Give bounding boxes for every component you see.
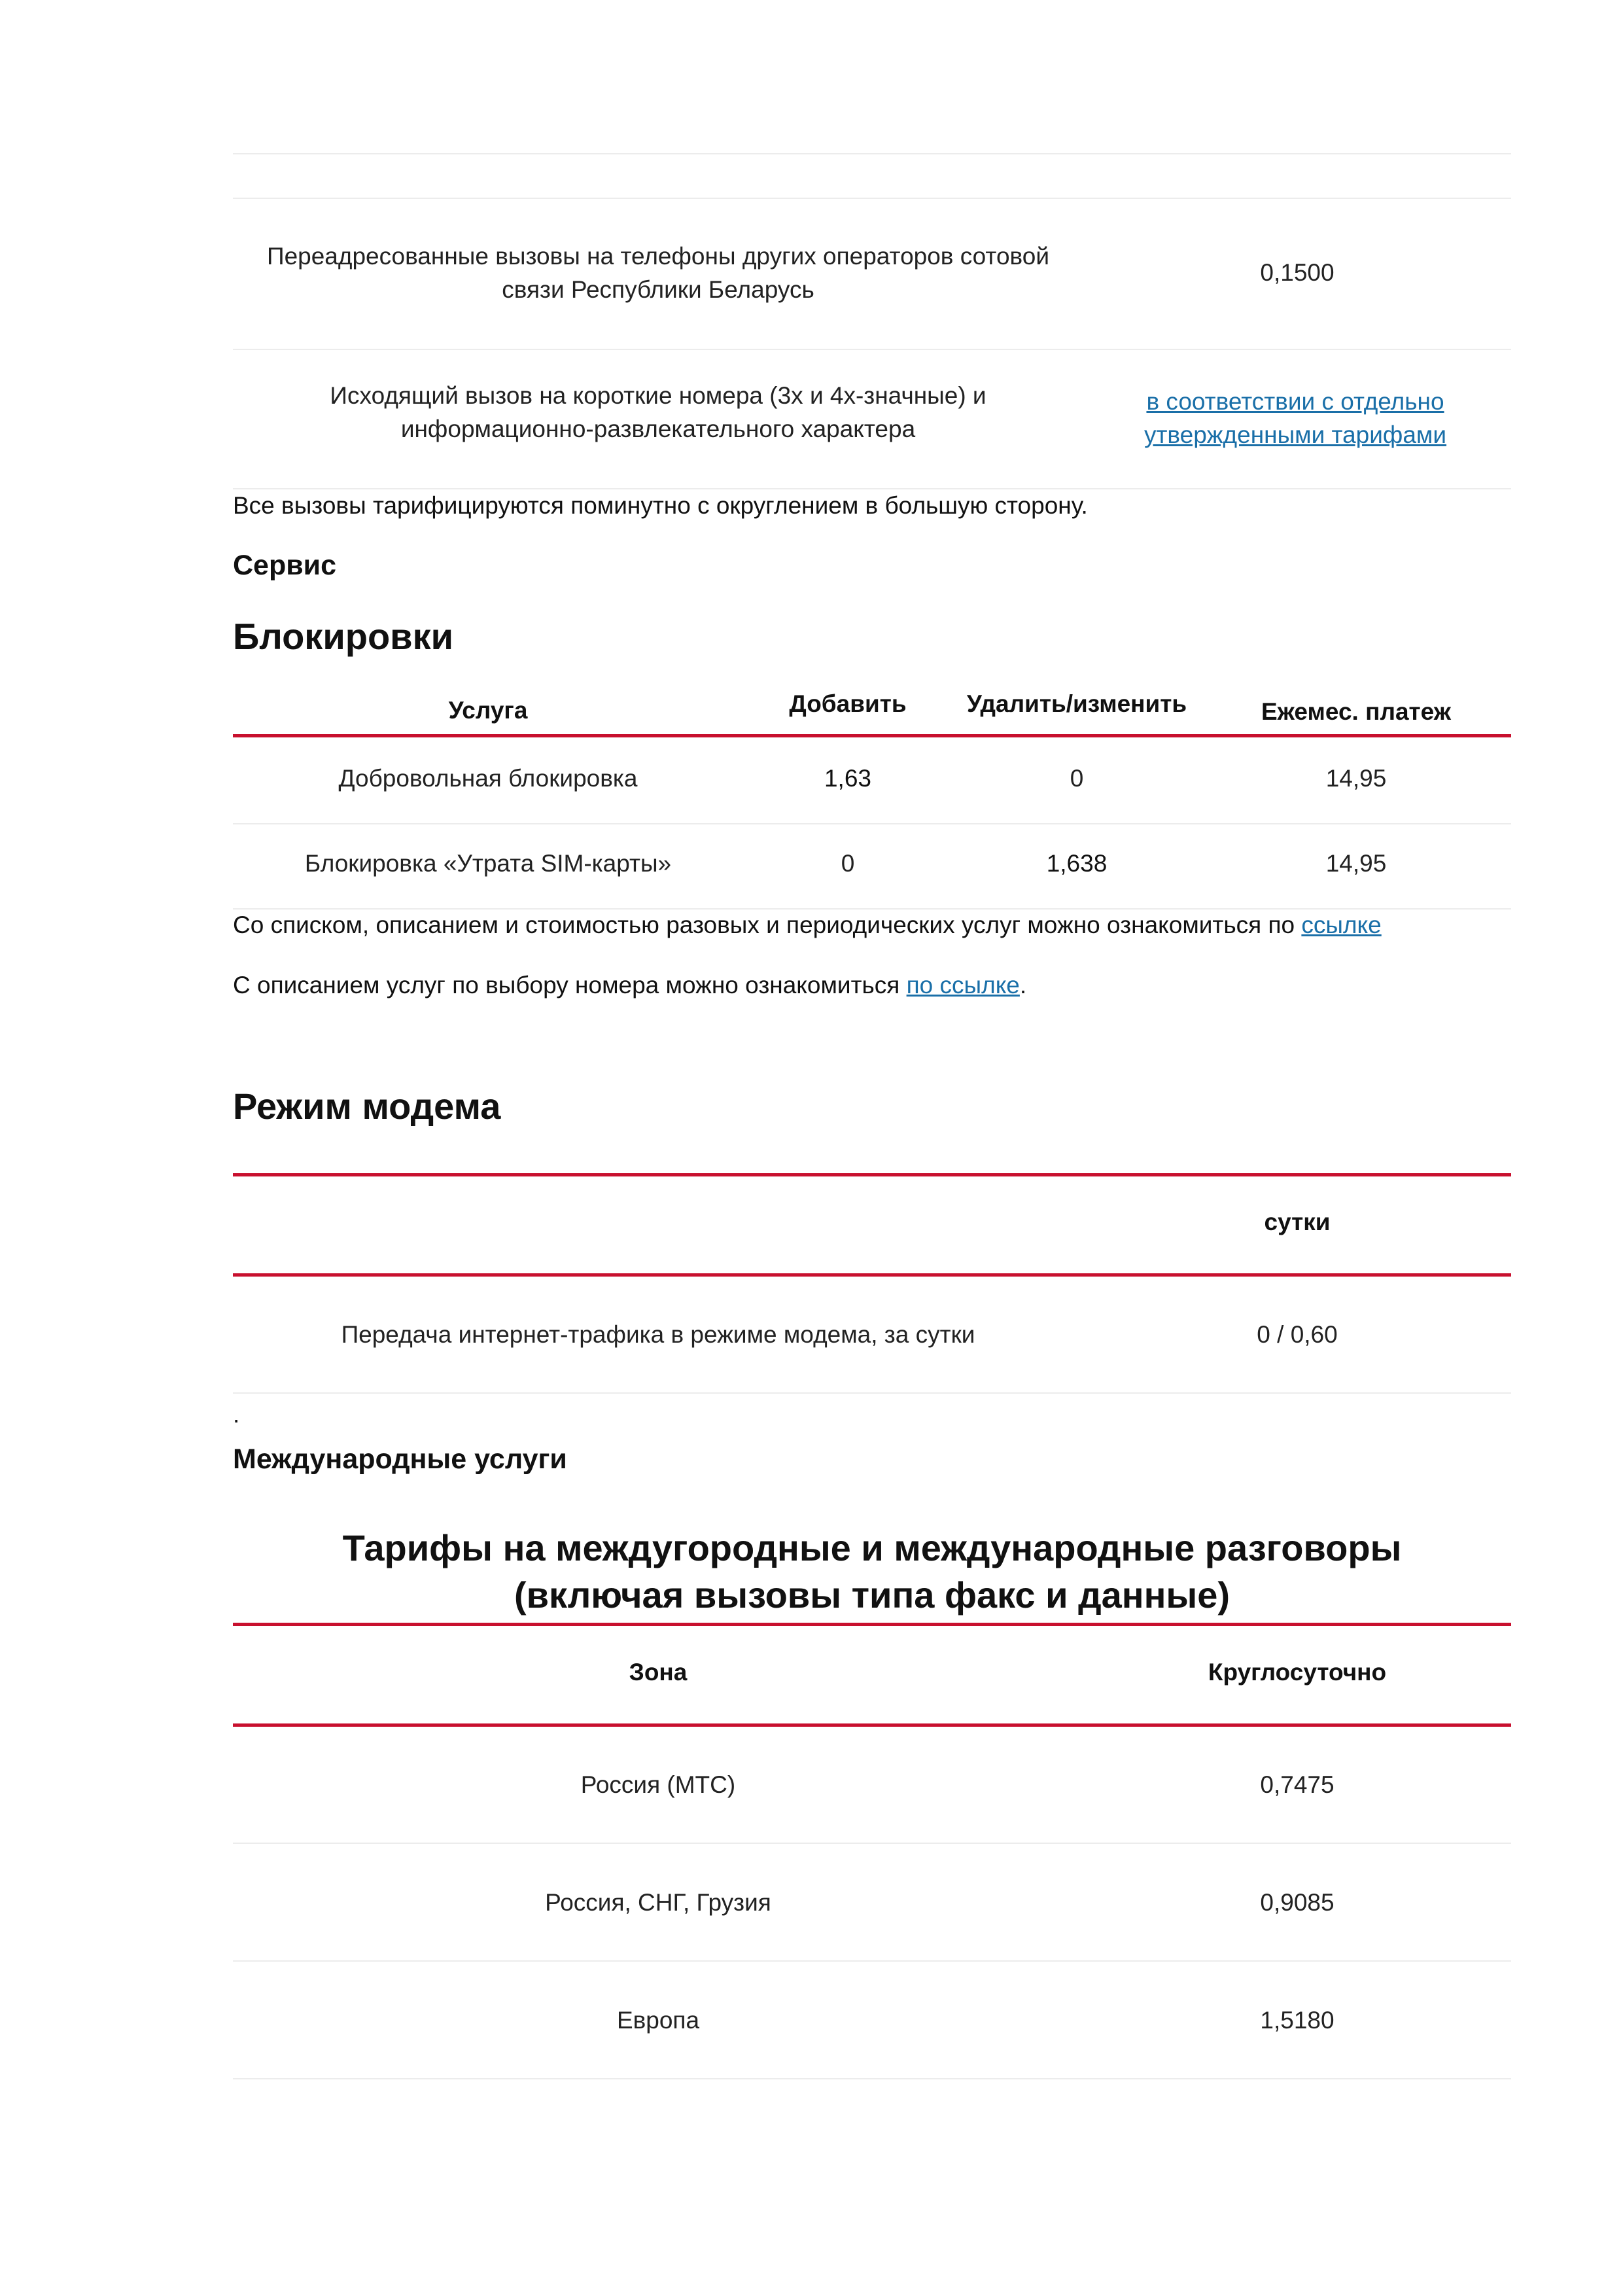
intl-header-border-top <box>233 1623 1511 1626</box>
table-divider <box>233 153 1511 154</box>
table-row-name: Россия (МТС) <box>580 1771 736 1798</box>
modem-header-day: сутки <box>1264 1209 1331 1235</box>
intl-title-line1: Тарифы на междугородные и международные разговоры <box>342 1527 1402 1568</box>
tariffs-link[interactable]: в соответствии с отдельно утвержденными тарифами <box>1143 388 1447 448</box>
intl-header-zone: Зона <box>629 1659 688 1686</box>
blocks-header-border <box>233 734 1511 737</box>
blocks-title: Блокировки <box>233 616 454 657</box>
blocks-header-service: Услуга <box>448 697 528 724</box>
table-divider <box>233 823 1511 824</box>
table-cell: 14,95 <box>1325 765 1387 792</box>
intl-header-round-the-clock: Круглосуточно <box>1208 1659 1387 1686</box>
table-cell: 1,638 <box>1046 850 1108 877</box>
intl-heading: Международные услуги <box>233 1443 567 1475</box>
separator-dot: . <box>233 1401 240 1428</box>
modem-header-border-bottom <box>233 1273 1511 1277</box>
table-row-name: Исходящий вызов на короткие номера (3х и 4х-значные) и информационно-развлекательного характера <box>330 382 986 442</box>
blocks-header-change: Удалить/изменить <box>966 690 1187 717</box>
table-divider <box>233 1960 1511 1962</box>
table-row-name: Россия, СНГ, Грузия <box>545 1889 771 1916</box>
blocks-header-monthly: Ежемес. платеж <box>1261 698 1451 725</box>
blocks-header-add: Добавить <box>789 690 907 717</box>
table-divider <box>233 1392 1511 1394</box>
table-cell: 14,95 <box>1325 850 1387 877</box>
table-cell: 1,63 <box>824 765 871 792</box>
intl-title-line2: (включая вызовы типа факс и данные) <box>514 1574 1230 1616</box>
services-list-note: Со списком, описанием и стоимостью разовых и периодических услуг можно ознакомиться по ссылке <box>233 911 1382 938</box>
rounding-note: Все вызовы тарифицируются поминутно с округлением в большую сторону. <box>233 492 1088 519</box>
table-row-price: 1,5180 <box>1260 2007 1335 2034</box>
intl-header-border-bottom <box>233 1723 1511 1727</box>
modem-title: Режим модема <box>233 1086 501 1127</box>
table-divider <box>233 349 1511 350</box>
table-row-name: Добровольная блокировка <box>338 765 638 792</box>
services-list-link[interactable]: ссылке <box>1301 911 1382 938</box>
table-divider <box>233 2078 1511 2079</box>
table-row-name: Блокировка «Утрата SIM-карты» <box>304 850 672 877</box>
table-divider <box>233 1843 1511 1844</box>
table-row-name: Переадресованные вызовы на телефоны других операторов сотовой связи Республики Беларусь <box>266 243 1050 303</box>
table-row-price: 0,9085 <box>1260 1889 1335 1916</box>
table-divider <box>233 198 1511 199</box>
table-cell: 0 <box>1070 765 1084 792</box>
table-row-price: 0 / 0,60 <box>1257 1321 1338 1348</box>
number-choice-note: С описанием услуг по выбору номера можно ознакомиться по ссылке. <box>233 972 1027 998</box>
table-row-price: 0,1500 <box>1260 259 1335 286</box>
modem-header-border-top <box>233 1173 1511 1176</box>
table-row-price: 0,7475 <box>1260 1771 1335 1798</box>
table-cell: 0 <box>841 850 855 877</box>
number-choice-link[interactable]: по ссылке <box>906 972 1020 998</box>
table-row-name: Европа <box>616 2007 700 2034</box>
service-heading: Сервис <box>233 550 337 581</box>
table-row-name: Передача интернет-трафика в режиме модема, за сутки <box>341 1321 975 1348</box>
